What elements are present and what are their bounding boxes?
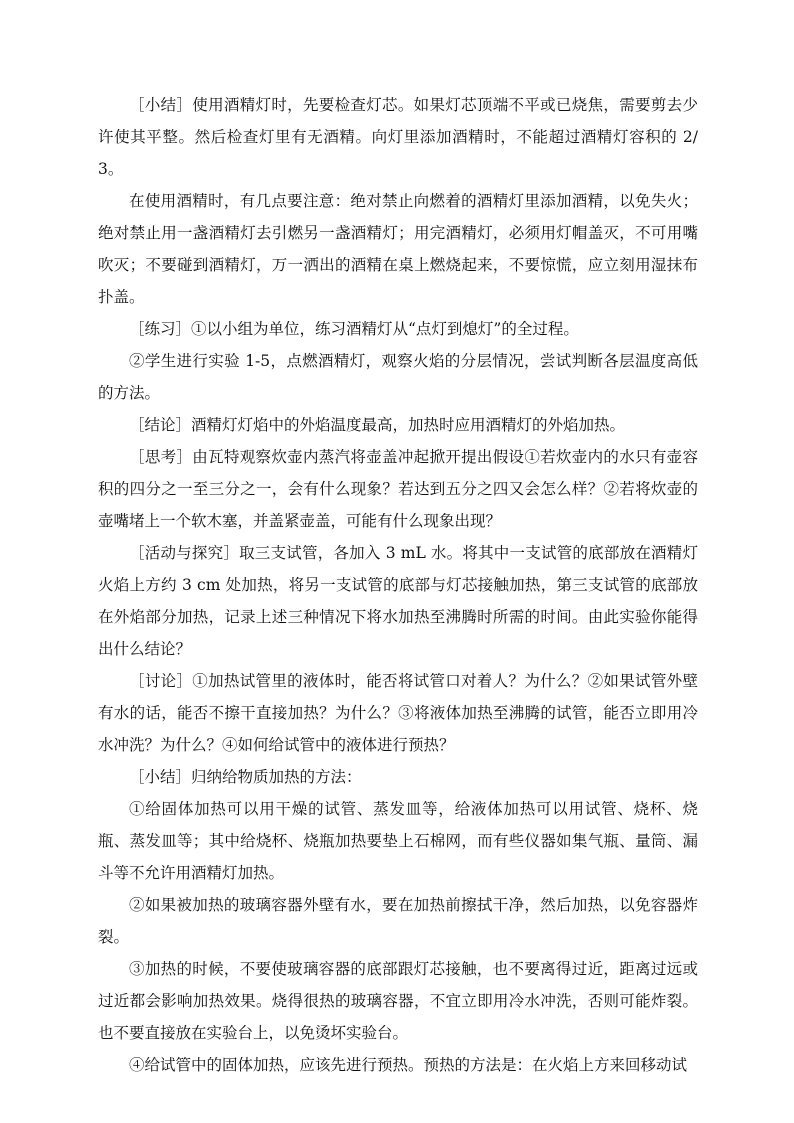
paragraph-summary-heating: ［小结］归纳给物质加热的方法： — [129, 768, 362, 786]
paragraph-summary-alcohol-lamp: ［小结］使用酒精灯时，先要检查灯芯。如果灯芯顶端不平或已烧焦，需要剪去少许使其平整。然后检查灯里有无酒精。向灯里添加酒精时，不能超过酒精灯容积的 2/3。 — [98, 96, 698, 178]
paragraph-heating-method-3: ③加热的时候，不要使玻璃容器的底部跟灯芯接触，也不要离得过近，距离过远或过近都会影响加热效果。烧得很热的玻璃容器，不宜立即用冷水冲洗，否则可能炸裂。也不要直接放在实验台上，以免烫坏实验台。 — [98, 960, 698, 1042]
paragraph-thinking: ［思考］由瓦特观察炊壶内蒸汽将壶盖冲起掀开提出假设①若炊壶内的水只有壶容积的四分之一至三分之一，会有什么现象？若达到五分之四又会怎么样？②若将炊壶的壶嘴堵上一个软木塞，并盖紧壶盖，可能有什么现象出现？ — [98, 448, 698, 530]
paragraph-heating-method-1: ①给固体加热可以用干燥的试管、蒸发皿等，给液体加热可以用试管、烧杯、烧瓶、蒸发皿等；其中给烧杯、烧瓶加热要垫上石棉网，而有些仪器如集气瓶、量筒、漏斗等不允许用酒精灯加热。 — [98, 800, 698, 882]
paragraph-heating-method-2: ②如果被加热的玻璃容器外壁有水，要在加热前擦拭干净，然后加热，以免容器炸裂。 — [98, 896, 698, 946]
paragraph-exercise-2: ②学生进行实验 1-5，点燃酒精灯，观察火焰的分层情况，尝试判断各层温度高低的方法。 — [98, 352, 698, 402]
paragraph-discussion: ［讨论］①加热试管里的液体时，能否将试管口对着人？为什么？②如果试管外壁有水的话，能否不擦干直接加热？为什么？③将液体加热至沸腾的试管，能否立即用冷水冲洗？为什么？④如何给试管中的液体进行预热？ — [98, 672, 698, 754]
paragraph-conclusion: ［结论］酒精灯灯焰中的外焰温度最高，加热时应用酒精灯的外焰加热。 — [129, 416, 626, 434]
paragraph-exercise-1: ［练习］①以小组为单位，练习酒精灯从“点灯到熄灯”的全过程。 — [129, 320, 579, 338]
paragraph-activity-exploration: ［活动与探究］取三支试管，各加入 3 mL 水。将其中一支试管的底部放在酒精灯火焰上方约 3 cm 处加热，将另一支试管的底部与灯芯接触加热，第三支试管的底部放在外焰部分加热，记录上述三种情况下将水加热至沸腾时所需的时间。由此实验你能得出什么结论？ — [98, 544, 698, 658]
document-body — [98, 89, 698, 1081]
paragraph-safety-notes: 在使用酒精时，有几点要注意：绝对禁止向燃着的酒精灯里添加酒精，以免失火；绝对禁止用一盏酒精灯去引燃另一盏酒精灯；用完酒精灯，必须用灯帽盖灭，不可用嘴吹灭；不要碰到酒精灯，万一洒出的酒精在桌上燃烧起来，不要惊慌，应立刻用湿抹布扑盖。 — [98, 192, 698, 306]
paragraph-heating-method-4: ④给试管中的固体加热，应该先进行预热。预热的方法是：在火焰上方来回移动试 — [129, 1056, 688, 1074]
